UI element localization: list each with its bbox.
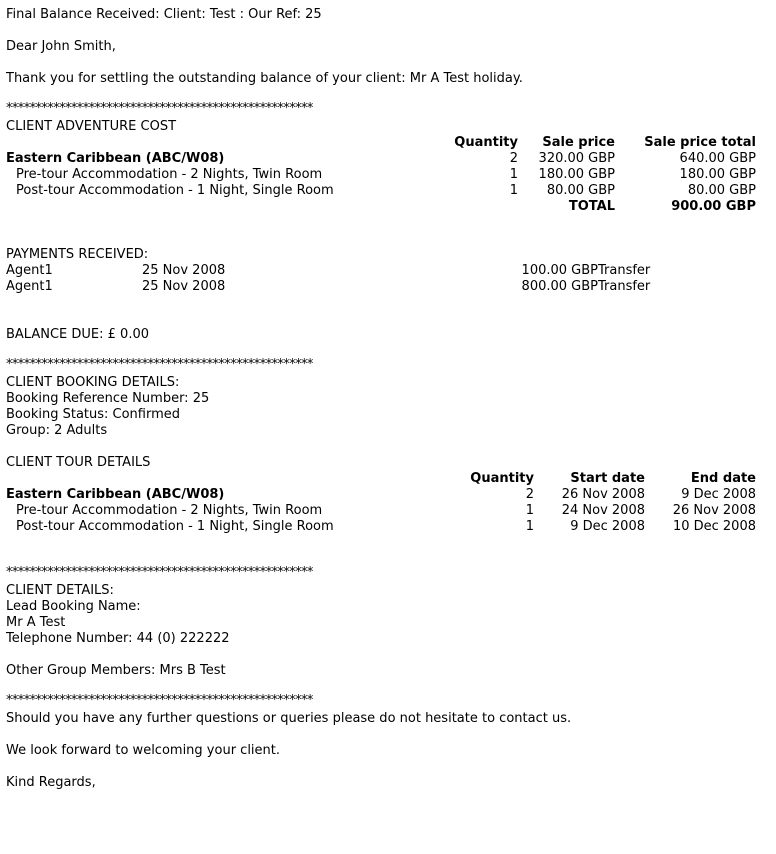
cost-row-total: 640.00 GBP <box>679 151 756 166</box>
payment-agent: Agent1 <box>6 263 53 278</box>
cost-row-qty: 1 <box>509 183 518 198</box>
telephone-number: Telephone Number: 44 (0) 222222 <box>6 631 230 646</box>
payment-method: Transfer <box>598 263 651 278</box>
closing-welcome: We look forward to welcoming your client. <box>6 743 281 758</box>
lead-booking-label: Lead Booking Name: <box>6 599 141 614</box>
tour-header-start: Start date <box>570 471 645 486</box>
tour-header-end: End date <box>690 471 756 486</box>
cost-header-sale-price: Sale price <box>542 135 615 150</box>
intro-text: Thank you for settling the outstanding balance of your client: Mr A Test holiday. <box>6 71 523 86</box>
cost-row-qty: 1 <box>509 167 518 182</box>
closing-questions: Should you have any further questions or queries please do not hesitate to contact us. <box>6 711 572 726</box>
cost-row-qty: 2 <box>509 151 518 166</box>
tour-header-quantity: Quantity <box>470 471 534 486</box>
tour-row-qty: 2 <box>525 487 534 502</box>
closing-regards: Kind Regards, <box>6 775 96 790</box>
cost-row-name: Pre-tour Accommodation - 2 Nights, Twin Room <box>16 167 323 182</box>
cost-total-label: TOTAL <box>568 199 615 214</box>
payment-amount: 800.00 GBP <box>521 279 598 294</box>
payments-heading: PAYMENTS RECEIVED: <box>6 247 149 262</box>
tour-row-end: 10 Dec 2008 <box>672 519 756 534</box>
separator: **************************************************** <box>6 565 313 580</box>
tour-row-start: 26 Nov 2008 <box>561 487 645 502</box>
cost-total-value: 900.00 GBP <box>671 199 756 214</box>
separator: **************************************************** <box>6 101 313 116</box>
tour-row-qty: 1 <box>525 519 534 534</box>
cost-header-total: Sale price total <box>644 135 756 150</box>
booking-group: Group: 2 Adults <box>6 423 108 438</box>
balance-due: BALANCE DUE: £ 0.00 <box>6 327 149 342</box>
tour-row-start: 9 Dec 2008 <box>570 519 645 534</box>
payment-date: 25 Nov 2008 <box>142 279 226 294</box>
cost-row-total: 80.00 GBP <box>687 183 756 198</box>
greeting: Dear John Smith, <box>6 39 116 54</box>
tour-row-end: 9 Dec 2008 <box>681 487 756 502</box>
client-heading: CLIENT DETAILS: <box>6 583 114 598</box>
other-group-members: Other Group Members: Mrs B Test <box>6 663 226 678</box>
cost-row-name: Eastern Caribbean (ABC/W08) <box>6 151 225 166</box>
separator: **************************************************** <box>6 357 313 372</box>
payment-agent: Agent1 <box>6 279 53 294</box>
payment-method: Transfer <box>598 279 651 294</box>
tour-row-qty: 1 <box>525 503 534 518</box>
cost-row-price: 180.00 GBP <box>538 167 615 182</box>
tour-row-name: Pre-tour Accommodation - 2 Nights, Twin Room <box>16 503 323 518</box>
cost-row-name: Post-tour Accommodation - 1 Night, Single Room <box>16 183 334 198</box>
lead-booking-name: Mr A Test <box>6 615 66 630</box>
separator: **************************************************** <box>6 693 313 708</box>
email-subject: Final Balance Received: Client: Test : Our Ref: 25 <box>6 7 322 22</box>
tour-heading: CLIENT TOUR DETAILS <box>6 455 151 470</box>
payment-date: 25 Nov 2008 <box>142 263 226 278</box>
tour-row-start: 24 Nov 2008 <box>561 503 645 518</box>
cost-header-quantity: Quantity <box>454 135 518 150</box>
tour-row-name: Eastern Caribbean (ABC/W08) <box>6 487 225 502</box>
booking-status: Booking Status: Confirmed <box>6 407 181 422</box>
booking-reference: Booking Reference Number: 25 <box>6 391 210 406</box>
cost-heading: CLIENT ADVENTURE COST <box>6 119 177 134</box>
cost-row-price: 320.00 GBP <box>538 151 615 166</box>
payment-amount: 100.00 GBP <box>521 263 598 278</box>
cost-row-price: 80.00 GBP <box>546 183 615 198</box>
cost-row-total: 180.00 GBP <box>679 167 756 182</box>
tour-row-name: Post-tour Accommodation - 1 Night, Single Room <box>16 519 334 534</box>
booking-heading: CLIENT BOOKING DETAILS: <box>6 375 180 390</box>
tour-row-end: 26 Nov 2008 <box>672 503 756 518</box>
